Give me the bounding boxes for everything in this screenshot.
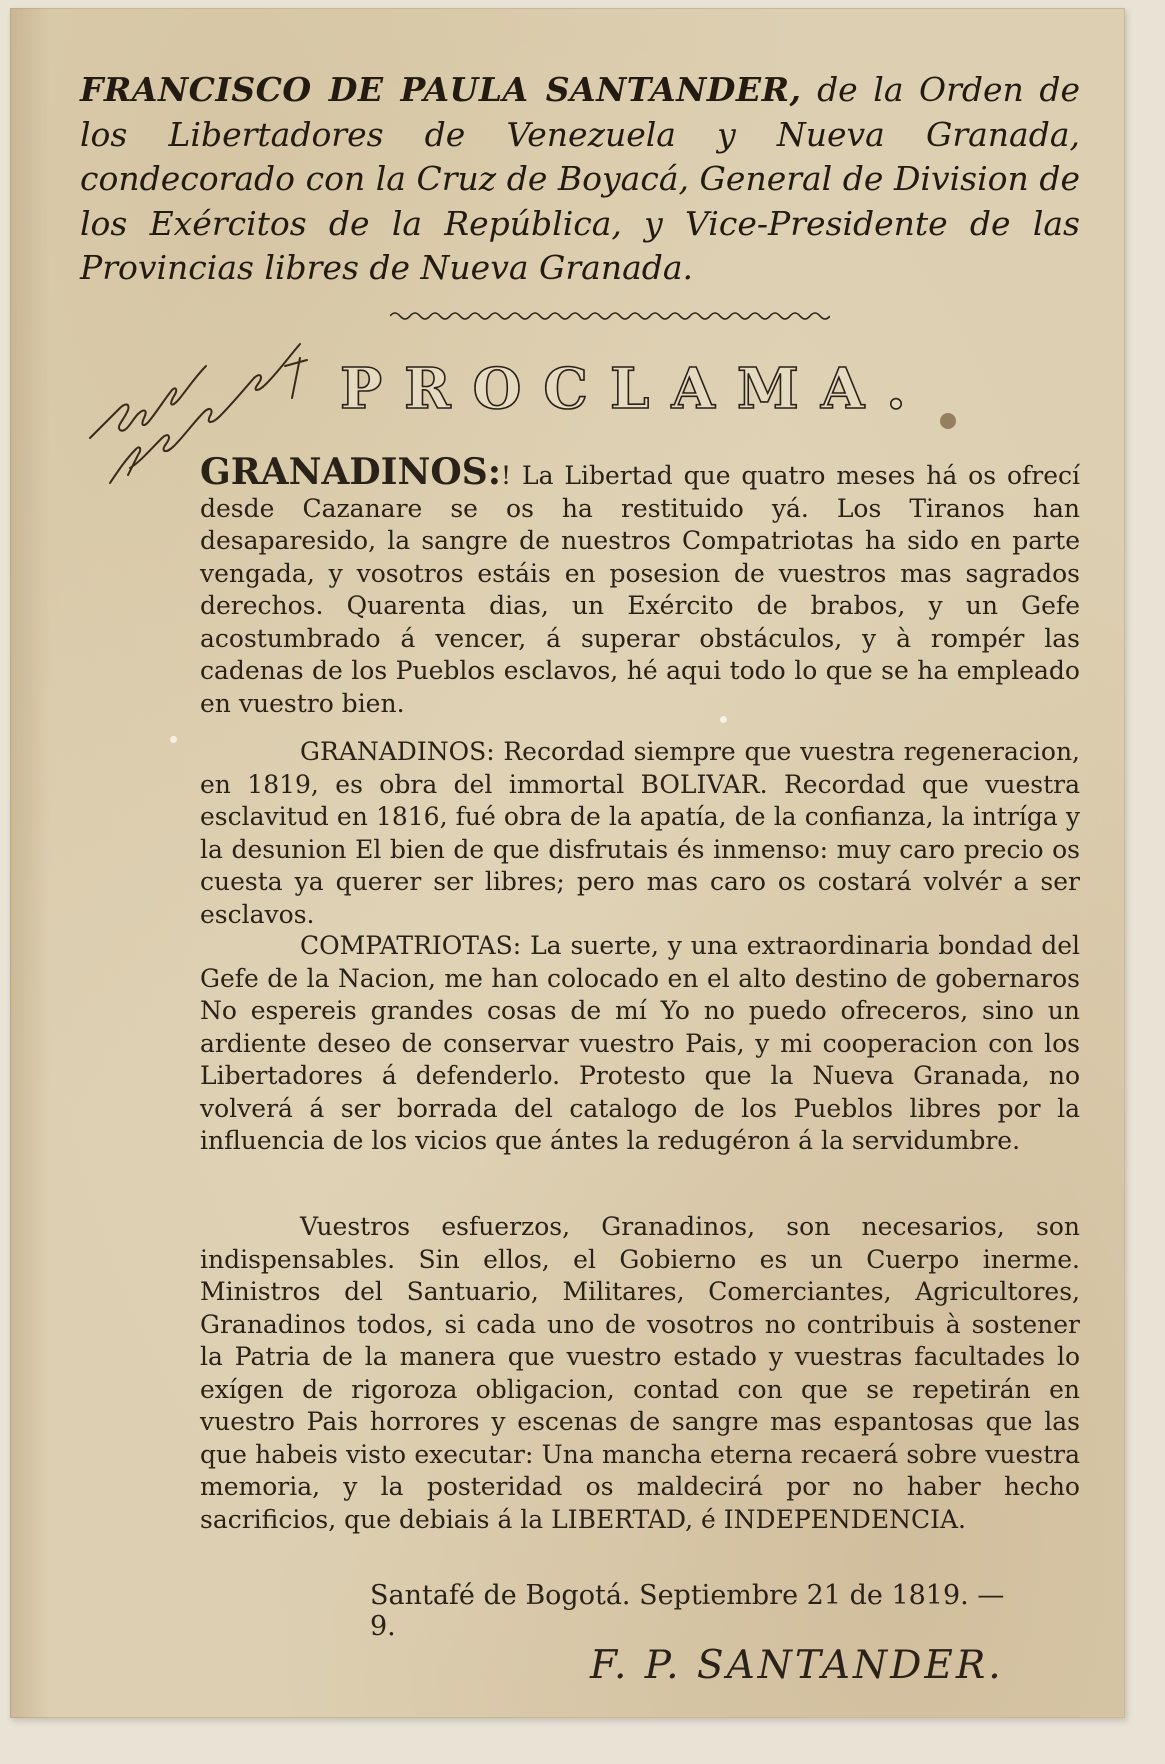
paragraph-2 — [200, 736, 1080, 931]
place-and-date: Santafé de Bogotá. Septiembre 21 de 1819. — 9. — [370, 1580, 1005, 1642]
paper-edge-shadow — [10, 8, 50, 1718]
paragraph-1 — [200, 451, 1080, 720]
document-header — [80, 68, 1080, 291]
paragraph-1-lead: GRANADINOS: — [200, 451, 502, 493]
ink-stain — [170, 736, 177, 743]
paragraph-1-text: ! La Libertad que quatro meses há os ofrecí desde Cazanare se os ha restituido yá. Los Tiranos han desaparesido, la sangre de nuestros Compatriotas ha sido en parte vengada, y vosotros estáis en posesion de vuestros mas sagrados derechos. Quarenta dias, un Exército de brabos, y un Gefe acostumbrado á vencer, á superar obstáculos, y à rompér las cadenas de los Pueblos esclavos, hé aqui todo lo que se ha empleado en vuestro bien. — [200, 461, 1080, 718]
ornamental-rule — [390, 310, 830, 322]
paragraph-3-text: COMPATRIOTAS: La suerte, y una extraordinaria bondad del Gefe de la Nacion, me han colocado en el alto destino de gobernaros No espereis grandes cosas de mí Yo no puedo ofreceros, sino un ardiente deseo de conservar vuestro Pais, y mi cooperacion con los Libertadores á defenderlo. Protesto que la Nueva Granada, no volverá á ser borrada del catalogo de los Pueblos libres por la influencia de los vicios que ántes la redugéron á la servidumbre. — [200, 931, 1080, 1155]
paragraph-3 — [200, 930, 1080, 1158]
author-name: FRANCISCO DE PAULA SANTANDER, — [80, 70, 802, 109]
author-titles: de la Orden de los Libertadores de Venezuela y Nueva Granada, condecorado con la Cruz de Boyacá, General de Division de los Exércitos de la República, y Vice-Presidente de las Provincias libres de Nueva Granada. — [80, 70, 1080, 287]
proclamation-sheet — [10, 8, 1125, 1718]
paragraph-4-text: Vuestros esfuerzos, Granadinos, son necesarios, son indispensables. Sin ellos, el Gobierno es un Cuerpo inerme. Ministros del Santuario, Militares, Comerciantes, Agricultores, Granadinos todos, si cada uno de vosotros no contribuis à sostener la Patria de la manera que vuestro estado y vuestras facultades lo exígen de rigoroza obligacion, contad con que se repetirán en vuestro Pais horrores y escenas de sangre mas espantosas que las que habeis visto executar: Una mancha eterna recaerá sobre vuestra memoria, y la posteridad os maldecirá por no haber hecho sacrificios, que debiais á la LIBERTAD, é INDEPENDENCIA. — [200, 1212, 1080, 1534]
paragraph-2-text: GRANADINOS: Recordad siempre que vuestra regeneracion, en 1819, es obra del immortal BOLIVAR. Recordad que vuestra esclavitud en 1816, fué obra de la apatía, de la confianza, la intríga y la desunion El bien de que disfrutais és inmenso: muy caro precio os cuesta ya querer ser libres; pero mas caro os costará volvér a ser esclavos. — [200, 737, 1080, 929]
document-title: PROCLAMA. — [340, 356, 928, 422]
ink-stain — [940, 413, 956, 429]
signature: F. P. SANTANDER. — [590, 1643, 1004, 1688]
paragraph-4 — [200, 1211, 1080, 1536]
